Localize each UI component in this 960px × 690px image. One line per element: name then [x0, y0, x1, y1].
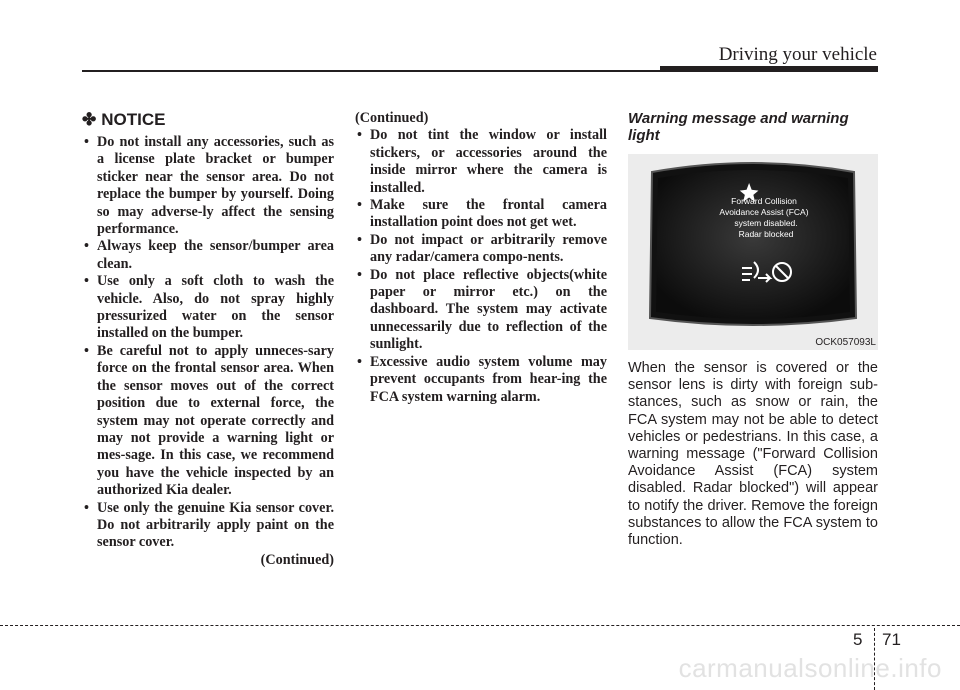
column-3 — [628, 110, 878, 549]
display-line: Avoidance Assist (FCA) — [719, 207, 809, 217]
column-2 — [355, 110, 607, 406]
star-bullet-icon: ✤ — [82, 110, 97, 129]
notice-bullet: • Do not install any accessories, such as a license plate bracket or bumper sticker near the sensor area. Do not replace the bumper by yourself. Doing so may adverse-ly affect the sensing performance. — [82, 134, 334, 238]
footer-rule — [0, 625, 960, 626]
continued-label: (Continued) — [355, 110, 429, 126]
notice-bullet: • Excessive audio system volume may prevent occupants from hear-ing the FCA system warning alarm. — [355, 354, 607, 406]
notice-heading — [82, 110, 334, 130]
notice-bullet: • Do not place reflective objects(white paper or mirror etc.) on the dashboard. The system may activate unnecessarily due to reflection of the sunlight. — [355, 267, 607, 354]
figure-code: OCK057093L — [815, 337, 876, 348]
page-number: 71 — [882, 630, 901, 649]
continued-label: (Continued) — [260, 551, 334, 568]
notice-bullet-list-continued — [355, 127, 607, 406]
notice-bullet: • Always keep the sensor/bumper area clean. — [82, 238, 334, 273]
instrument-cluster-display — [642, 160, 864, 330]
notice-bullet-list — [82, 134, 334, 552]
cluster-figure — [628, 154, 878, 350]
section-heading: Warning message and warning light — [628, 110, 849, 144]
display-line: Radar blocked — [738, 229, 794, 239]
watermark: carmanualsonline.info — [678, 653, 942, 683]
display-line: system disabled. — [734, 218, 798, 228]
chapter-number: 5 — [853, 630, 863, 649]
header-rule-accent — [660, 66, 878, 72]
page-header-title: Driving your vehicle — [718, 44, 877, 65]
header-rule — [82, 70, 660, 72]
notice-bullet: • Make sure the frontal camera installation point does not get wet. — [355, 197, 607, 232]
notice-bullet: • Be careful not to apply unneces-sary force on the frontal sensor area. When the sensor moves out of the correct position due to external force, the system may not operate correctly and may not provide a warning light or mes-sage. In this case, we recommend you have the vehicle inspected by an authorized Kia dealer. — [82, 343, 334, 500]
notice-bullet: • Use only the genuine Kia sensor cover. Do not arbitrarily apply paint on the sensor cover. — [82, 500, 334, 552]
column-1 — [82, 110, 334, 569]
display-line: Forward Collision — [731, 196, 797, 206]
notice-bullet: • Use only a soft cloth to wash the vehicle. Also, do not spray highly pressurized water on the sensor installed on the bumper. — [82, 273, 334, 343]
notice-bullet: • Do not tint the window or install stickers, or accessories around the inside mirror where the camera is installed. — [355, 127, 607, 197]
notice-bullet: • Do not impact or arbitrarily remove any radar/camera compo-nents. — [355, 232, 607, 267]
notice-heading-label: NOTICE — [101, 110, 166, 129]
body-paragraph: When the sensor is covered or the sensor lens is dirty with foreign sub-stances, such as snow or rain, the FCA system may not be able to detect vehicles or pedestrians. In this case, a warning message ("Forward Collision Avoidance Assist (FCA) system disabled. Radar blocked") will appear to notify the driver. Remove the foreign substances to allow the FCA system to function. — [628, 360, 878, 549]
